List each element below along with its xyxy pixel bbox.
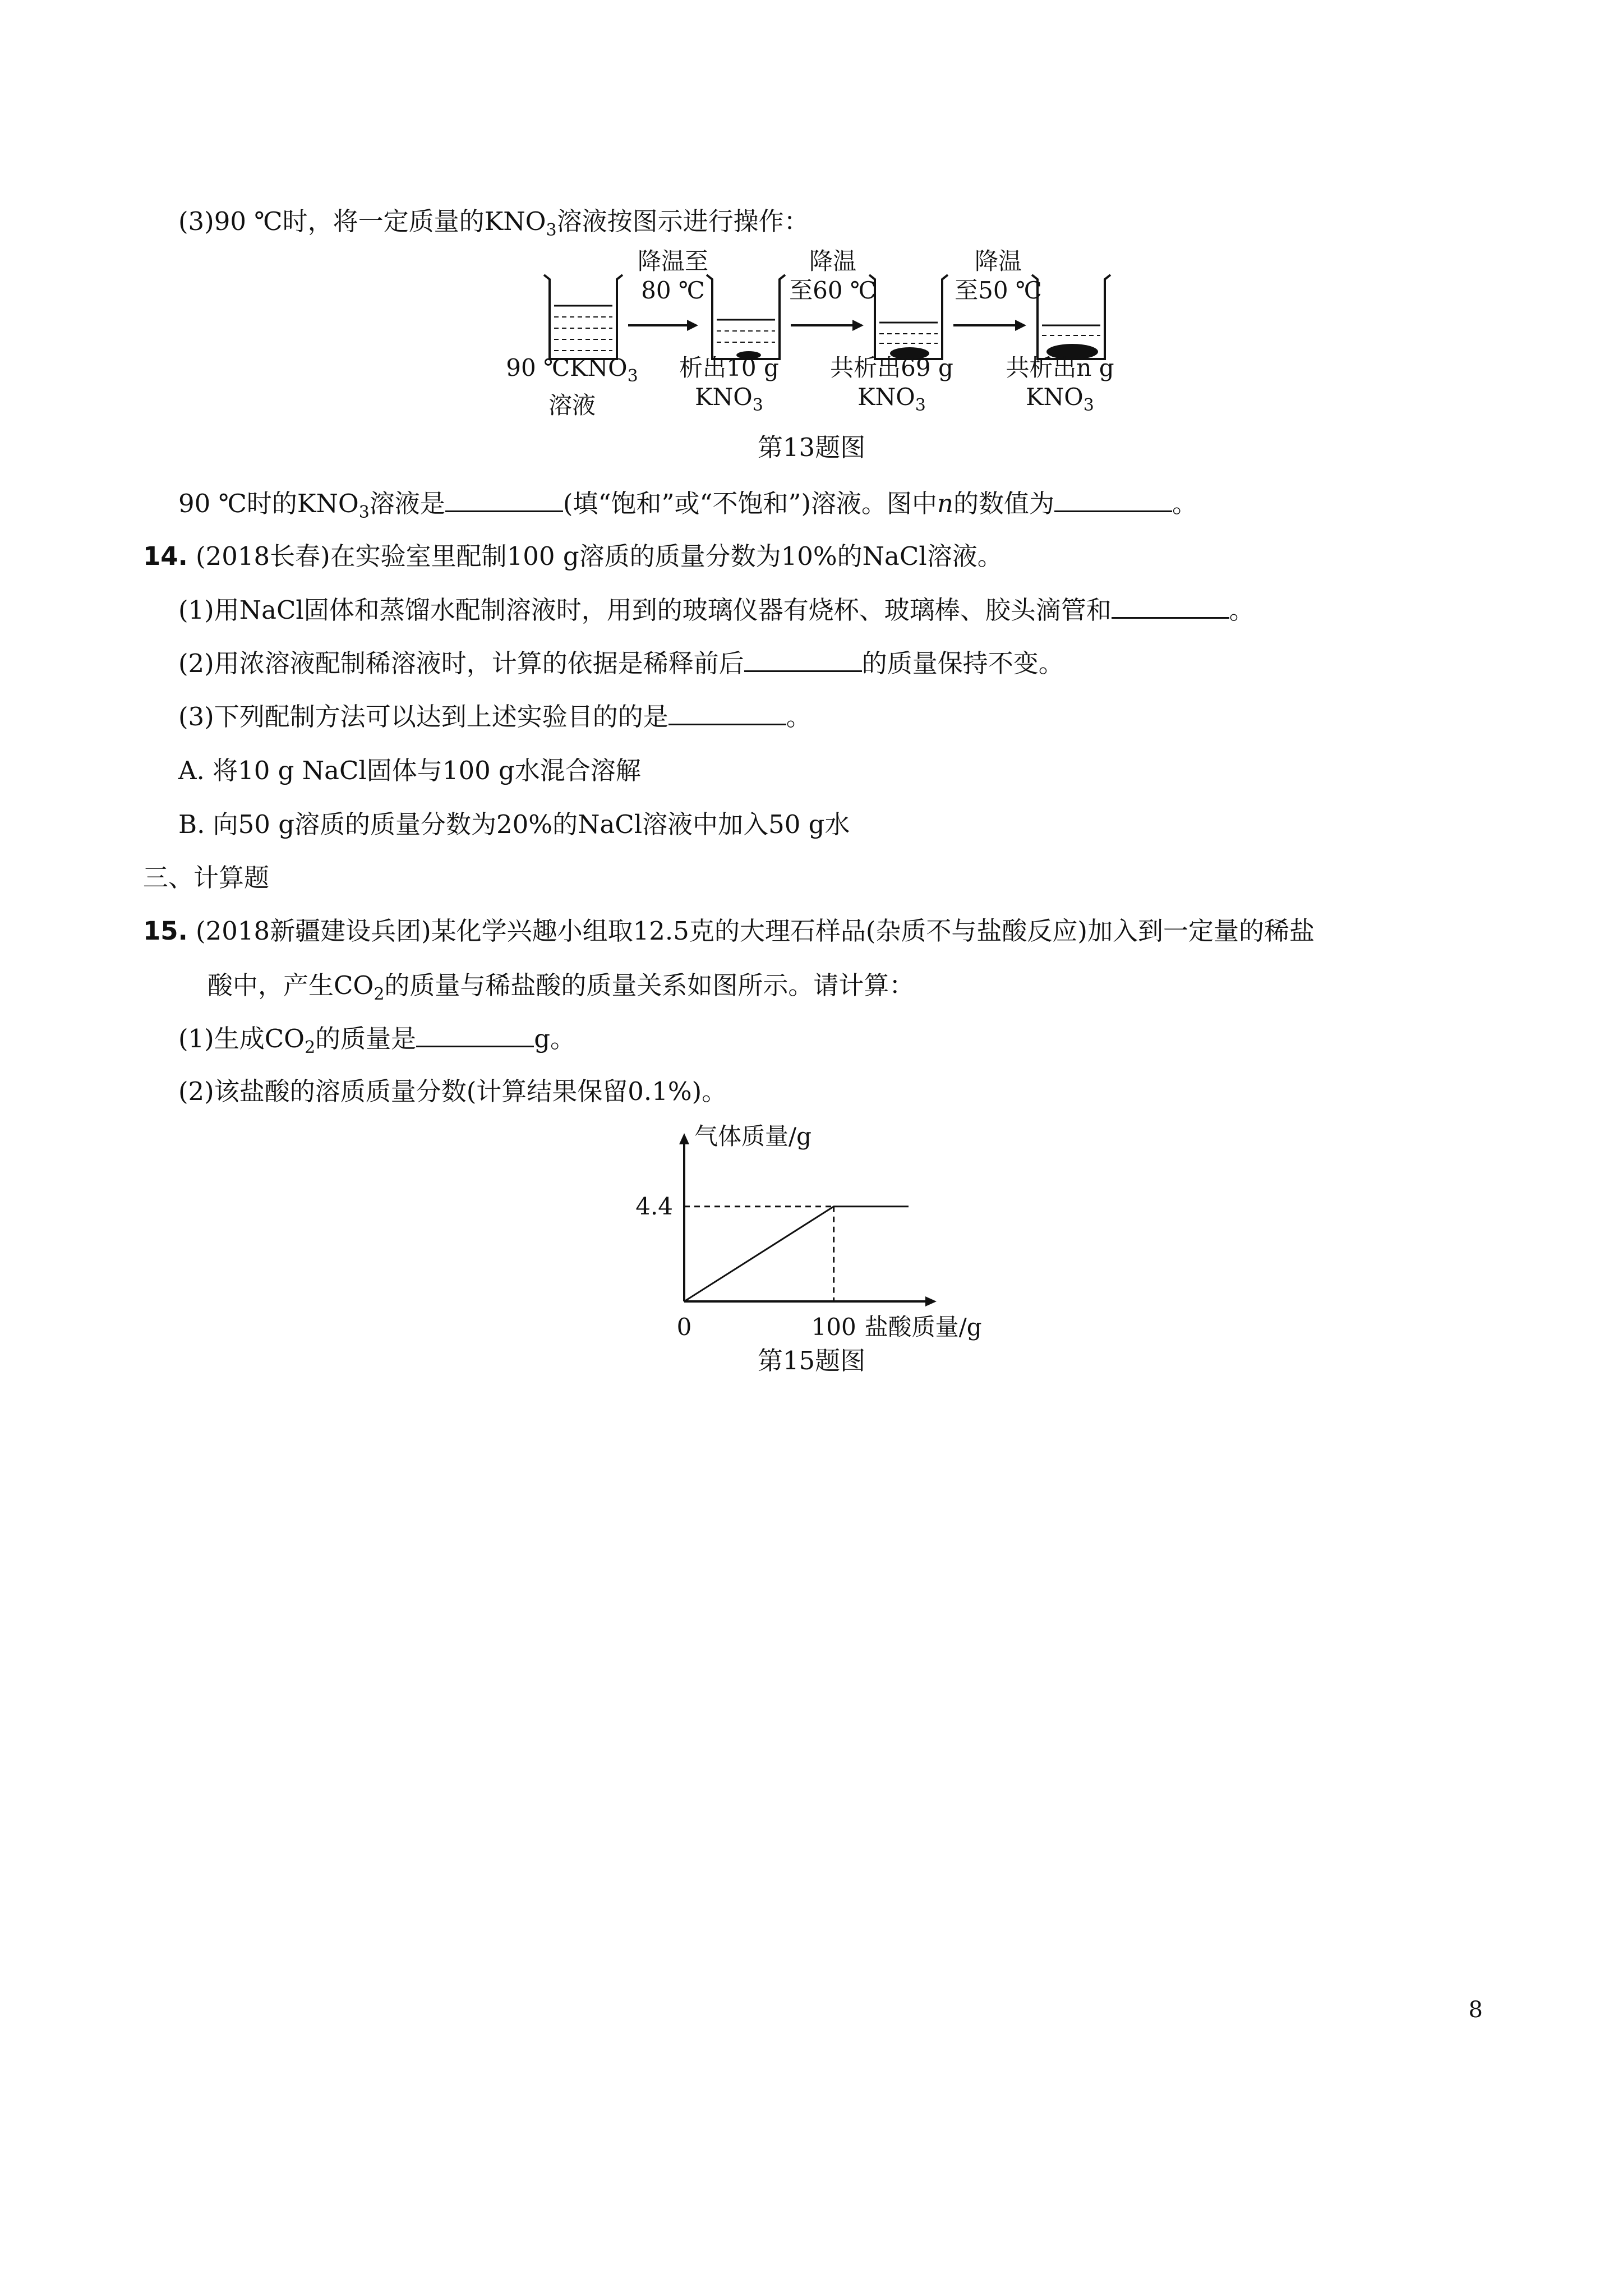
step3-label: 降温 至50 ℃	[955, 247, 1042, 304]
q13-part3-text: (3)90 ℃时，将一定质量的$KNO_3$溶液按图示进行操作：	[178, 206, 809, 240]
q14-part3: (3)下列配制方法可以达到上述实验目的的是 。	[178, 702, 811, 731]
beaker3-label: 共析出69 g $KNO_3$	[830, 354, 953, 415]
y-axis-arrow	[679, 1133, 689, 1144]
q13-question: 90 ℃时的$KNO_3$溶液是 (填“饱和”或“不饱和”)溶液。图中n的数值为 。	[178, 489, 1198, 522]
answer-blank-n[interactable]	[1054, 488, 1172, 512]
q14-part1: (1)用NaCl固体和蒸馏水配制溶液时，用到的玻璃仪器有烧杯、玻璃棒、胶头滴管和 。	[178, 595, 1255, 625]
page-number: 8	[1468, 1997, 1483, 2023]
step1-label: 降温至 80 ℃	[637, 247, 708, 304]
q14-part2: (2)用浓溶液配制稀溶液时，计算的依据是稀释前后 的质量保持不变。	[178, 648, 1064, 678]
q15-stem-line2: 酸中，产生$CO_2$的质量与稀盐酸的质量关系如图所示。请计算：	[208, 970, 915, 1004]
q15-chart	[611, 1122, 1060, 1363]
beaker4-label: 共析出n g $KNO_3$	[1006, 354, 1114, 415]
q14-option-a: A. 将10 g NaCl固体与100 g水混合溶解	[178, 756, 641, 785]
q15-stem-line1: 15. (2018新疆建设兵团)某化学兴趣小组取12.5克的大理石样品(杂质不与盐酸反应)加入到一定量的稀盐	[143, 916, 1315, 946]
q15-caption: 第15题图	[757, 1346, 866, 1375]
x-axis-label: 盐酸质量/g	[864, 1313, 982, 1341]
answer-blank-q14-2[interactable]	[744, 648, 862, 672]
origin-label: 0	[676, 1313, 692, 1341]
q15-part1: (1)生成$CO_2$的质量是 g。	[178, 1024, 575, 1057]
answer-blank-q15-1[interactable]	[416, 1023, 534, 1047]
q15-part2: (2)该盐酸的溶质质量分数(计算结果保留0.1%)。	[178, 1076, 727, 1106]
q14-stem: 14. (2018长春)在实验室里配制100 g溶质的质量分数为10%的NaCl溶液。	[143, 541, 1003, 571]
x-tick-label: 100	[811, 1313, 856, 1341]
step2-label: 降温 至60 ℃	[789, 247, 877, 304]
answer-blank-q14-1[interactable]	[1112, 595, 1229, 619]
series-line	[684, 1207, 909, 1301]
section-heading-calculation: 三、计算题	[143, 863, 270, 892]
answer-blank-saturation[interactable]	[445, 488, 563, 512]
x-axis-arrow	[925, 1296, 937, 1306]
q14-option-b: B. 向50 g溶质的质量分数为20%的NaCl溶液中加入50 g水	[178, 809, 850, 839]
beaker1-label: 90 $℃KNO_3$ 溶液	[506, 354, 638, 419]
y-axis-label: 气体质量/g	[694, 1122, 812, 1150]
beaker-1	[544, 275, 623, 359]
q13-caption: 第13题图	[757, 432, 866, 462]
beaker2-label: 析出10 g $KNO_3$	[679, 354, 779, 415]
answer-blank-q14-3[interactable]	[668, 701, 786, 725]
y-tick-label: 4.4	[635, 1192, 673, 1220]
